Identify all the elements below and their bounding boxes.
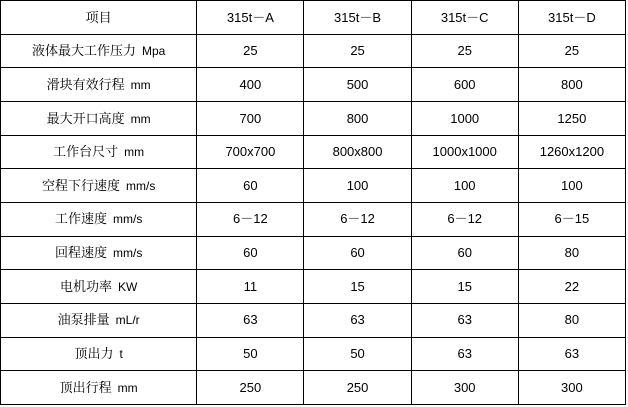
cell-value: 6－12: [304, 202, 411, 236]
cell-value: 6－12: [197, 202, 304, 236]
cell-value: 100: [518, 169, 625, 203]
row-label: [1, 236, 197, 270]
cell-value: 6－12: [411, 202, 518, 236]
table-row: [1, 34, 626, 68]
cell-value: 600: [411, 68, 518, 102]
table-row: [1, 371, 626, 405]
row-label-unit: KW: [117, 279, 138, 294]
row-label-text: 顶出力: [74, 346, 114, 362]
row-label-text: 电机功率: [59, 278, 112, 294]
cell-value: 50: [304, 337, 411, 371]
cell-value: 80: [518, 303, 625, 337]
row-label: [1, 34, 197, 68]
table-header-row: [1, 1, 626, 35]
cell-value: 60: [197, 236, 304, 270]
column-header-model-b: 315t－B: [304, 1, 411, 35]
cell-value: 63: [411, 303, 518, 337]
row-label-unit: mm/s: [113, 212, 143, 227]
cell-value: 22: [518, 270, 625, 304]
cell-value: 700x700: [197, 135, 304, 169]
row-label-text: 液体最大工作压力: [31, 43, 136, 59]
cell-value: 63: [518, 337, 625, 371]
row-label-text: 回程速度: [54, 245, 107, 261]
cell-value: 1000: [411, 101, 518, 135]
row-label-text: 工作速度: [54, 211, 107, 227]
cell-value: 25: [304, 34, 411, 68]
row-label-unit: mm: [124, 145, 145, 160]
cell-value: 63: [411, 337, 518, 371]
cell-value: 300: [411, 371, 518, 405]
table-row: [1, 169, 626, 203]
row-label-unit: mm: [130, 111, 151, 126]
row-label-text: 最大开口高度: [46, 110, 125, 126]
row-label: [1, 303, 197, 337]
cell-value: 6－15: [518, 202, 625, 236]
row-label: [1, 270, 197, 304]
cell-value: 63: [197, 303, 304, 337]
cell-value: 300: [518, 371, 625, 405]
cell-value: 60: [411, 236, 518, 270]
cell-value: 25: [518, 34, 625, 68]
column-header-model-d: 315t－D: [518, 1, 625, 35]
table-row: [1, 202, 626, 236]
row-label-text: 油泵排量: [57, 312, 110, 328]
column-header-model-a: 315t－A: [197, 1, 304, 35]
row-label-unit: mm/s: [126, 178, 156, 193]
cell-value: 15: [304, 270, 411, 304]
cell-value: 250: [197, 371, 304, 405]
row-label-unit: Mpa: [141, 44, 166, 59]
cell-value: 1260x1200: [518, 135, 625, 169]
row-label: [1, 202, 197, 236]
row-label-unit: t: [119, 347, 123, 362]
cell-value: 800x800: [304, 135, 411, 169]
table-row: [1, 68, 626, 102]
row-label: [1, 371, 197, 405]
row-label-text: 空程下行速度: [41, 177, 120, 193]
cell-value: 60: [197, 169, 304, 203]
column-header-model-c: 315t－C: [411, 1, 518, 35]
table-row: [1, 101, 626, 135]
cell-value: 1250: [518, 101, 625, 135]
row-label: [1, 68, 197, 102]
row-label-unit: mm: [130, 77, 151, 92]
row-label-unit: mL/r: [115, 313, 140, 328]
table-row: [1, 303, 626, 337]
cell-value: 500: [304, 68, 411, 102]
row-label: [1, 169, 197, 203]
row-label-unit: mm: [117, 380, 138, 395]
cell-value: 25: [411, 34, 518, 68]
cell-value: 100: [304, 169, 411, 203]
row-label-unit: mm/s: [113, 246, 143, 261]
table-row: [1, 270, 626, 304]
cell-value: 25: [197, 34, 304, 68]
row-label: [1, 135, 197, 169]
row-label-text: 工作台尺寸: [53, 144, 119, 160]
table-row: [1, 236, 626, 270]
cell-value: 800: [518, 68, 625, 102]
cell-value: 15: [411, 270, 518, 304]
cell-value: 700: [197, 101, 304, 135]
cell-value: 1000x1000: [411, 135, 518, 169]
cell-value: 60: [304, 236, 411, 270]
cell-value: 100: [411, 169, 518, 203]
cell-value: 50: [197, 337, 304, 371]
cell-value: 250: [304, 371, 411, 405]
cell-value: 400: [197, 68, 304, 102]
row-label-text: 顶出行程: [59, 379, 112, 395]
table-row: [1, 337, 626, 371]
cell-value: 63: [304, 303, 411, 337]
row-label: [1, 337, 197, 371]
cell-value: 800: [304, 101, 411, 135]
column-header-item: 项目: [1, 1, 197, 35]
table-row: [1, 135, 626, 169]
table-body: [1, 1, 626, 405]
row-label: [1, 101, 197, 135]
cell-value: 80: [518, 236, 625, 270]
row-label-text: 滑块有效行程: [46, 76, 125, 92]
cell-value: 11: [197, 270, 304, 304]
